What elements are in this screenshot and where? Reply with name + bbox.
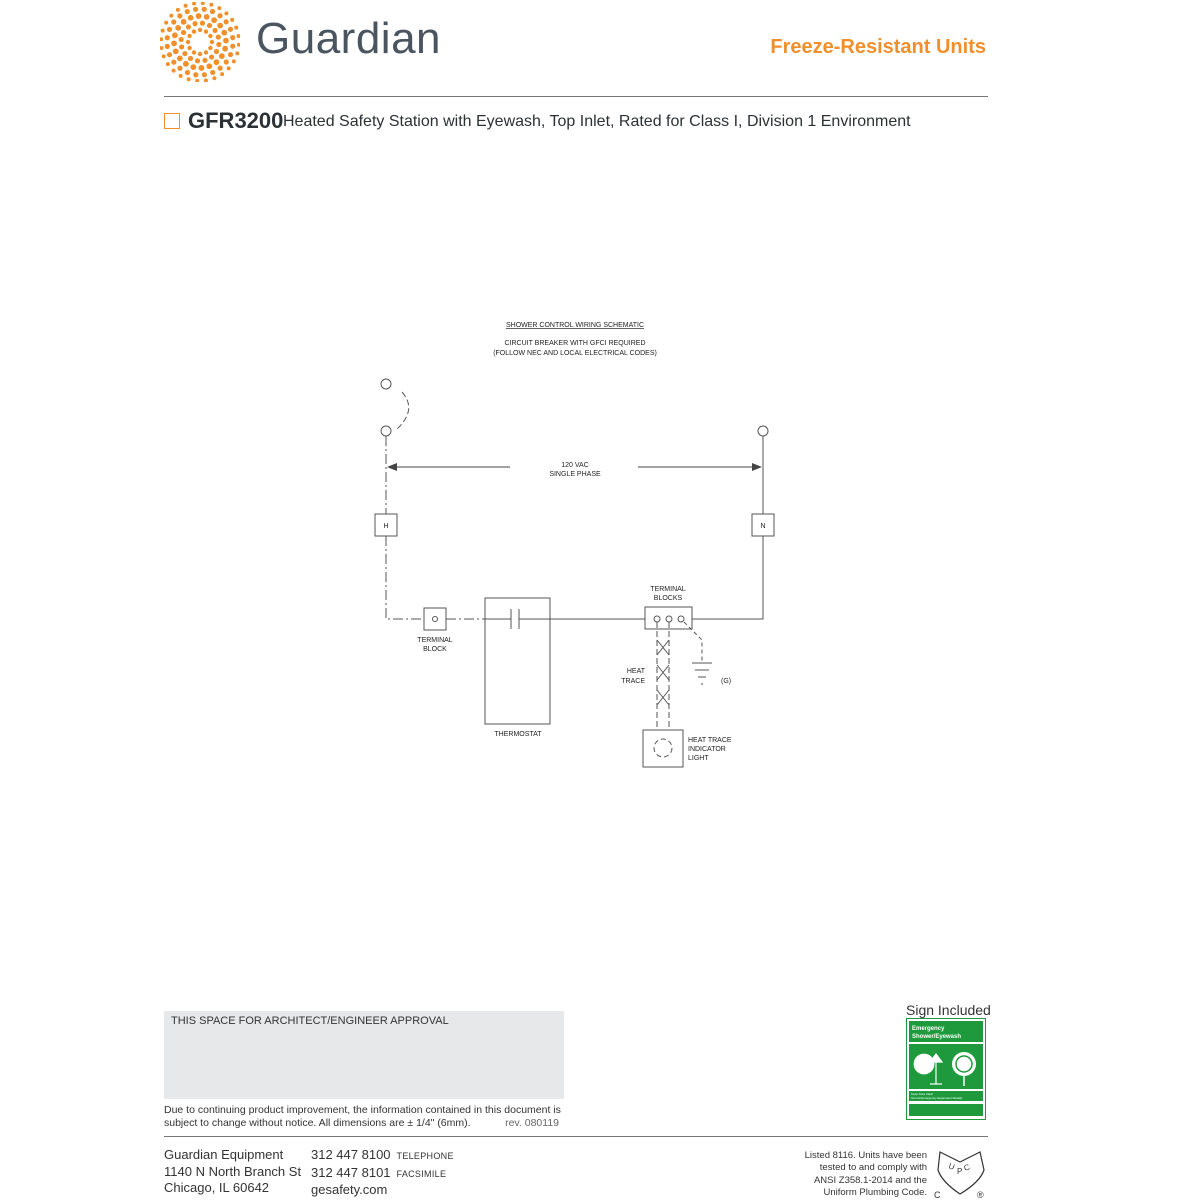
website-link[interactable]: gesafety.com bbox=[311, 1182, 388, 1197]
terminal-block-label-2: BLOCK bbox=[423, 646, 447, 653]
thermostat-box bbox=[485, 598, 550, 724]
svg-text:C: C bbox=[962, 1162, 972, 1173]
listing-line-3: ANSI Z358.1-2014 and the bbox=[813, 1174, 927, 1186]
sign-footer-1: Keep Area Clear bbox=[911, 1092, 934, 1096]
listing-statement bbox=[780, 1150, 927, 1199]
phone-label: TELEPHONE bbox=[396, 1151, 454, 1161]
sign-line-1: Emergency bbox=[912, 1026, 945, 1032]
upc-r-mark: ® bbox=[977, 1190, 984, 1200]
sign-footer-2: Test All Emergency Equipment Weekly bbox=[911, 1096, 963, 1100]
model-number: GFR3200 bbox=[188, 108, 284, 133]
thermostat-label: THERMOSTAT bbox=[494, 731, 542, 738]
listing-line-4: Uniform Plumbing Code. bbox=[823, 1186, 927, 1198]
voltage-label-2: SINGLE PHASE bbox=[549, 471, 601, 478]
company-contact bbox=[311, 1147, 454, 1199]
sign-line-2: Shower/Eyewash bbox=[912, 1034, 962, 1040]
header-divider bbox=[164, 96, 988, 97]
terminal-blocks-label-2: BLOCKS bbox=[653, 595, 683, 602]
heat-trace-label-1: HEAT bbox=[626, 668, 645, 675]
breaker-lower-terminal bbox=[381, 426, 391, 436]
ground-label: (G) bbox=[721, 678, 732, 685]
terminal-block-box bbox=[424, 608, 446, 630]
listing-line-2: tested to and comply with bbox=[819, 1162, 927, 1174]
hot-label: H bbox=[383, 523, 389, 530]
listing-line-1: Listed 8116. Units have been bbox=[804, 1150, 927, 1161]
upc-shield-icon bbox=[932, 1148, 988, 1200]
product-category: Freeze-Resistant Units bbox=[770, 36, 986, 58]
voltage-label-1: 120 VAC bbox=[561, 462, 589, 469]
city-address: Chicago, IL 60642 bbox=[164, 1180, 270, 1195]
brand-name: Guardian bbox=[256, 14, 442, 63]
upc-c-mark: C bbox=[934, 1190, 941, 1200]
heat-trace-label-2: TRACE bbox=[621, 678, 645, 685]
street-address: 1140 N North Branch St bbox=[164, 1163, 302, 1179]
indicator-label-3: LIGHT bbox=[688, 755, 709, 762]
approval-label: THIS SPACE FOR ARCHITECT/ENGINEER APPROVAL bbox=[171, 1015, 449, 1027]
breaker-note-1: CIRCUIT BREAKER WITH GFCI REQUIRED bbox=[504, 340, 646, 347]
neutral-label: N bbox=[760, 523, 766, 530]
change-notice bbox=[164, 1104, 564, 1130]
model-description: Heated Safety Station with Eyewash, Top Inlet, Rated for Class I, Division 1 Environment bbox=[283, 113, 911, 130]
emergency-sign-image bbox=[906, 1018, 986, 1120]
neutral-terminal bbox=[758, 426, 768, 436]
breaker-switch-arc bbox=[396, 392, 409, 430]
model-checkbox[interactable] bbox=[164, 113, 180, 129]
svg-text:U: U bbox=[947, 1161, 956, 1172]
fax-number: 312 447 8101 bbox=[311, 1164, 391, 1180]
notice-text: Due to continuing product improvement, the information contained in this document is subject to change without notice. All dimensions are ± 1/4" (6mm). bbox=[164, 1104, 561, 1129]
company-address bbox=[164, 1147, 301, 1197]
svg-text:P: P bbox=[957, 1167, 963, 1176]
footer-divider bbox=[164, 1136, 988, 1137]
revision-label: rev. 080119 bbox=[505, 1117, 559, 1129]
phone-number[interactable]: 312 447 8100 bbox=[311, 1147, 391, 1162]
company-name: Guardian Equipment bbox=[164, 1147, 284, 1162]
schematic-title: SHOWER CONTROL WIRING SCHEMATIC bbox=[505, 322, 645, 329]
sign-included-title: Sign Included bbox=[906, 1002, 991, 1018]
indicator-label-1: HEAT TRACE bbox=[688, 737, 732, 744]
indicator-label-2: INDICATOR bbox=[688, 746, 726, 753]
terminal-blocks-label-1: TERMINAL bbox=[650, 586, 686, 593]
terminal-block-label-1: TERMINAL bbox=[417, 637, 453, 644]
indicator-light-box bbox=[643, 730, 683, 767]
fax-label: FACSIMILE bbox=[396, 1168, 447, 1179]
guardian-sunburst-logo-icon bbox=[160, 2, 240, 82]
wiring-schematic bbox=[330, 310, 830, 780]
breaker-upper-terminal bbox=[381, 379, 391, 389]
breaker-note-2: (FOLLOW NEC AND LOCAL ELECTRICAL CODES) bbox=[493, 350, 657, 357]
